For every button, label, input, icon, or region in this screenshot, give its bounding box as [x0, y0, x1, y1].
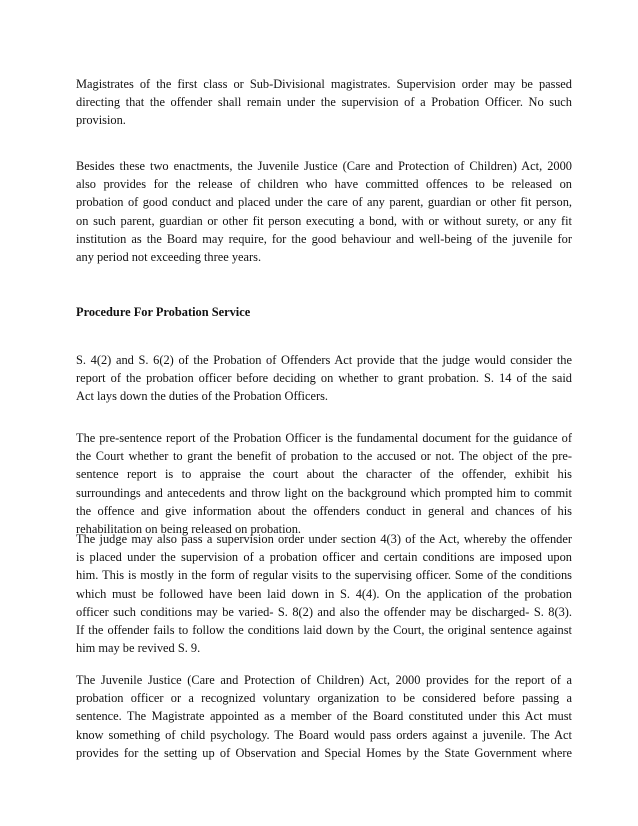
- text-line: probation of good conduct and placed under the care of any parent, guardian or other fit person,: [76, 195, 572, 210]
- text-line: any period not exceeding three years.: [76, 250, 262, 265]
- text-line: If the offender fails to follow the conditions laid down by the Court, the original sentence against: [76, 623, 572, 638]
- text-line: directing that the offender shall remain under the supervision of a Probation Officer. No such: [76, 95, 572, 110]
- text-line: which must be followed have been laid down in S. 4(4). On the application of the probation: [76, 586, 572, 601]
- text-line: officer such conditions may be varied- S. 8(2) and also the offender may be discharged- S. 8(3).: [76, 604, 572, 619]
- text-line: is placed under the supervision of a probation officer and certain conditions are imposed upon: [76, 550, 572, 565]
- text-line: know something of child psychology. The Board would pass orders against a juvenile. The Act: [76, 727, 572, 742]
- text-line: sentence. The Magistrate appointed as a member of the Board constituted under this Act must: [76, 709, 572, 724]
- text-line: him. This is mostly in the form of regular visits to the supervising officer. Some of the conditions: [76, 568, 572, 583]
- text-line: surroundings and antecedents and throw light on the background which prompted him to commit: [76, 485, 572, 500]
- text-line: The pre-sentence report of the Probation Officer is the fundamental document for the guidance of: [76, 431, 572, 445]
- text-line: The judge may also pass a supervision order under section 4(3) of the Act, whereby the offender: [76, 532, 572, 546]
- text-line: provides for the setting up of Observation and Special Homes by the State Government where: [76, 745, 572, 760]
- paragraph-juvenile-justice-release: [76, 157, 572, 266]
- text-line: the Court whether to grant the benefit of probation to the accused or not. The object of the pre-: [76, 449, 572, 464]
- text-line: S. 4(2) and S. 6(2) of the Probation of Offenders Act provide that the judge would consider the: [76, 353, 572, 367]
- paragraph-magistrates: [76, 75, 572, 130]
- text-line: institution as the Board may require, for the good behaviour and well-being of the juvenile for: [76, 231, 572, 246]
- paragraph-supervision-order: [76, 530, 572, 657]
- text-line: the offence and give information about the offenders conduct in general and chances of his: [76, 503, 572, 518]
- paragraph-juvenile-justice-report: [76, 671, 572, 762]
- text-line: The Juvenile Justice (Care and Protection of Children) Act, 2000 provides for the report of a: [76, 673, 572, 687]
- text-line: on such parent, guardian or other fit person executing a bond, with or without surety, or any fit: [76, 213, 572, 228]
- text-line: rehabilitation on being released on probation.: [76, 522, 302, 537]
- paragraph-probation-act-sections: [76, 351, 572, 406]
- text-line: provision.: [76, 113, 126, 128]
- paragraph-pre-sentence-report: [76, 429, 572, 538]
- text-line: probation officer or a recognized voluntary organization to be considered before passing a: [76, 691, 572, 706]
- text-line: Besides these two enactments, the Juvenile Justice (Care and Protection of Children) Act, 2000: [76, 159, 572, 173]
- text-line: Act lays down the duties of the Probation Officers.: [76, 389, 329, 404]
- text-line: also provides for the release of children who have committed offences to be released on: [76, 177, 572, 192]
- text-line: him may be revived S. 9.: [76, 641, 201, 656]
- text-line: sentence report is to appraise the court about the character of the offender, exhibit his: [76, 467, 572, 482]
- section-heading: Procedure For Probation Service: [76, 305, 251, 319]
- text-line: Magistrates of the first class or Sub-Divisional magistrates. Supervision order may be passed: [76, 77, 572, 91]
- text-line: report of the probation officer before deciding on whether to grant probation. S. 14 of the said: [76, 371, 572, 386]
